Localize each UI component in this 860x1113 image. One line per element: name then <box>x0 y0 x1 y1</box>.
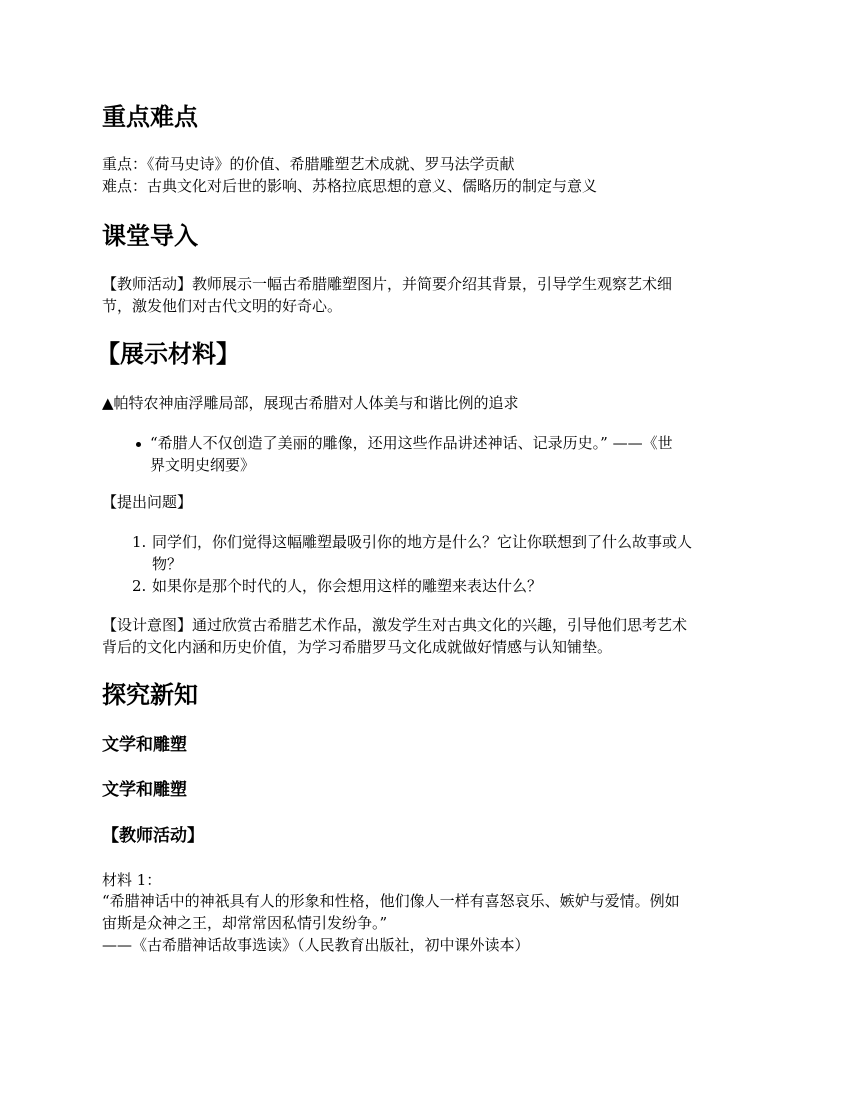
focus-text: 重点：《荷马史诗》的价值、希腊雕塑艺术成就、罗马法学贡献 <box>102 155 515 173</box>
material-line2: 宙斯是众神之王，却常常因私情引发纷争。” <box>102 914 388 932</box>
bullet-icon <box>136 442 141 447</box>
heading-explore: 探究新知 <box>102 681 198 709</box>
quote-list-item <box>138 432 770 476</box>
subheading-literature-1: 文学和雕塑 <box>102 735 187 755</box>
material-label: 材料 1： <box>102 871 162 889</box>
question-number: 2. <box>132 577 147 595</box>
image-caption: ▲帕特农神庙浮雕局部，展现古希腊对人体美与和谐比例的追求 <box>102 394 519 412</box>
material-source: ——《古希腊神话故事选读》（人民教育出版社，初中课外读本） <box>102 936 530 954</box>
difficulty-text: 难点：古典文化对后世的影响、苏格拉底思想的意义、儒略历的制定与意义 <box>102 177 598 195</box>
heading-intro: 课堂导入 <box>102 222 198 250</box>
design-intent-line1: 【设计意图】通过欣赏古希腊艺术作品，激发学生对古典文化的兴趣，引导他们思考艺术 <box>102 616 688 634</box>
quote-line2: 界文明史纲要》 <box>150 456 256 474</box>
material-line1: “希腊神话中的神祇具有人的形象和性格，他们像人一样有喜怒哀乐、嫉妒与爱情。例如 <box>102 892 680 910</box>
subheading-literature-2: 文学和雕塑 <box>102 780 187 800</box>
quote-line1: “希腊人不仅创造了美丽的雕像，还用这些作品讲述神话、记录历史。” ——《世 <box>150 434 673 452</box>
intro-activity-line2: 节，激发他们对古代文明的好奇心。 <box>102 297 343 315</box>
question-label: 【提出问题】 <box>102 493 193 511</box>
question-line1: 同学们，你们觉得这幅雕塑最吸引你的地方是什么？它让你联想到了什么故事或人 <box>152 533 693 551</box>
teacher-activity-label: 【教师活动】 <box>102 826 204 846</box>
question-number: 1. <box>132 533 147 551</box>
design-intent-line2: 背后的文化内涵和历史价值，为学习希腊罗马文化成就做好情感与认知铺垫。 <box>102 638 613 656</box>
heading-material: 【展示材料】 <box>96 340 240 368</box>
question-line2: 物？ <box>152 555 183 573</box>
question-line1: 如果你是那个时代的人，你会想用这样的雕塑来表达什么？ <box>152 577 543 595</box>
intro-activity-line1: 【教师活动】教师展示一幅古希腊雕塑图片，并简要介绍其背景，引导学生观察艺术细 <box>102 275 673 293</box>
question-item-2 <box>132 575 782 597</box>
heading-key-points: 重点难点 <box>102 103 198 131</box>
question-item-1 <box>132 531 782 575</box>
